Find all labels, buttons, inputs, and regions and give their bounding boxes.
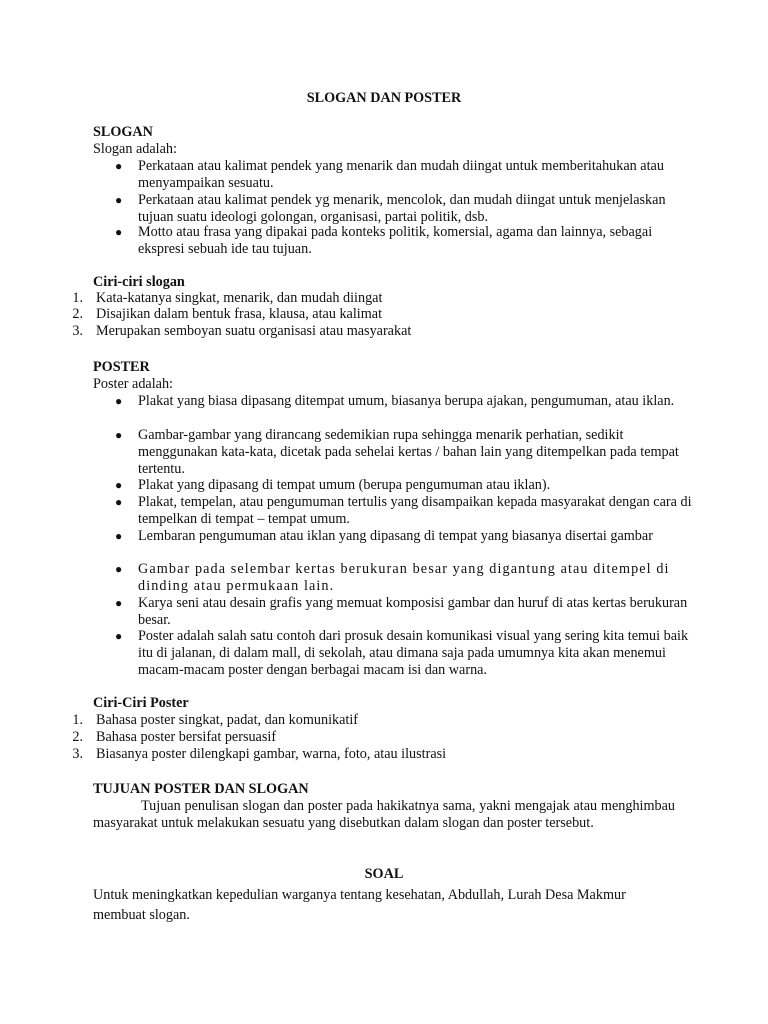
item-text: Disajikan dalam bentuk frasa, klausa, atau kalimat <box>96 306 383 322</box>
bullet-icon: ● <box>115 596 123 610</box>
question-heading: SOAL <box>364 866 404 882</box>
bullet-text: Karya seni atau desain grafis yang memuat komposisi gambar dan huruf di atas kertas berukuran besar. <box>138 595 688 628</box>
bullet-icon: ● <box>115 394 123 408</box>
poster-heading: POSTER <box>93 359 150 375</box>
bullet-icon: ● <box>115 629 123 643</box>
bullet-text: Poster adalah salah satu contoh dari prosuk desain komunikasi visual yang sering kita temui baik itu di jalanan, di dalam mall, di sekolah, atau dimana saja pada umumnya kita akan menemui macam-macam poster dengan berbagai macam isi dan warna. <box>138 628 689 678</box>
bullet-text: Perkataan atau kalimat pendek yg menarik, mencolok, dan mudah diingat untuk menjelaskan tujuan suatu ideologi golongan, organisasi, partai politik, dsb. <box>138 192 666 225</box>
item-number: 3. <box>72 323 83 339</box>
item-text: Kata-katanya singkat, menarik, dan mudah diingat <box>96 290 383 306</box>
bullet-icon: ● <box>115 225 123 239</box>
bullet-text: Motto atau frasa yang dipakai pada konteks politik, komersial, agama dan lainnya, sebagai ekspresi sebuah ide tau tujuan. <box>138 224 653 257</box>
item-text: Biasanya poster dilengkapi gambar, warna, foto, atau ilustrasi <box>96 746 447 762</box>
slogan-heading: SLOGAN <box>93 124 153 140</box>
item-number: 2. <box>72 729 83 745</box>
bullet-icon: ● <box>115 193 123 207</box>
bullet-text: Plakat yang dipasang di tempat umum (berupa pengumuman atau iklan). <box>138 477 551 493</box>
slogan-characteristics-heading: Ciri-ciri slogan <box>93 274 185 290</box>
bullet-icon: ● <box>115 159 123 173</box>
item-number: 3. <box>72 746 83 762</box>
item-number: 1. <box>72 290 83 306</box>
bullet-text: Gambar-gambar yang dirancang sedemikian rupa sehingga menarik perhatian, sedikit menggunakan kata-kata, dicetak pada sehelai kertas / bahan lain yang ditempelkan pada tempat tertentu. <box>138 427 679 477</box>
bullet-icon: ● <box>115 428 123 442</box>
poster-characteristics-heading: Ciri-Ciri Poster <box>93 695 189 711</box>
bullet-text: Gambar pada selembar kertas berukuran besar yang digantung atau ditempel di dinding atau permukaan lain. <box>138 561 670 594</box>
bullet-text: Lembaran pengumuman atau iklan yang dipasang di tempat yang biasanya disertai gambar <box>138 528 653 544</box>
bullet-icon: ● <box>115 562 123 576</box>
purpose-heading: TUJUAN POSTER DAN SLOGAN <box>93 781 309 797</box>
document-title: SLOGAN DAN POSTER <box>306 90 462 106</box>
bullet-icon: ● <box>115 495 123 509</box>
item-text: Bahasa poster bersifat persuasif <box>96 729 277 745</box>
poster-intro: Poster adalah: <box>93 376 173 392</box>
bullet-icon: ● <box>115 478 123 492</box>
bullet-text: Perkataan atau kalimat pendek yang menarik dan mudah diingat untuk memberitahukan atau menyampaikan sesuatu. <box>138 158 664 191</box>
bullet-icon: ● <box>115 529 123 543</box>
item-text: Merupakan semboyan suatu organisasi atau masyarakat <box>96 323 412 339</box>
item-text: Bahasa poster singkat, padat, dan komunikatif <box>96 712 359 728</box>
item-number: 2. <box>72 306 83 322</box>
item-number: 1. <box>72 712 83 728</box>
bullet-text: Plakat, tempelan, atau pengumuman tertulis yang disampaikan kepada masyarakat dengan cara di tempelkan di tempat – tempat umum. <box>138 494 692 527</box>
purpose-paragraph: Tujuan penulisan slogan dan poster pada hakikatnya sama, yakni mengajak atau menghimbau masyarakat untuk melakukan sesuatu yang disebutkan dalam slogan dan poster tersebut. <box>93 798 675 831</box>
bullet-text: Plakat yang biasa dipasang ditempat umum, biasanya berupa ajakan, pengumuman, atau iklan. <box>138 393 675 409</box>
slogan-intro: Slogan adalah: <box>93 141 177 157</box>
question-text: Untuk meningkatkan kepedulian warganya tentang kesehatan, Abdullah, Lurah Desa Makmur membuat slogan. <box>93 887 626 923</box>
